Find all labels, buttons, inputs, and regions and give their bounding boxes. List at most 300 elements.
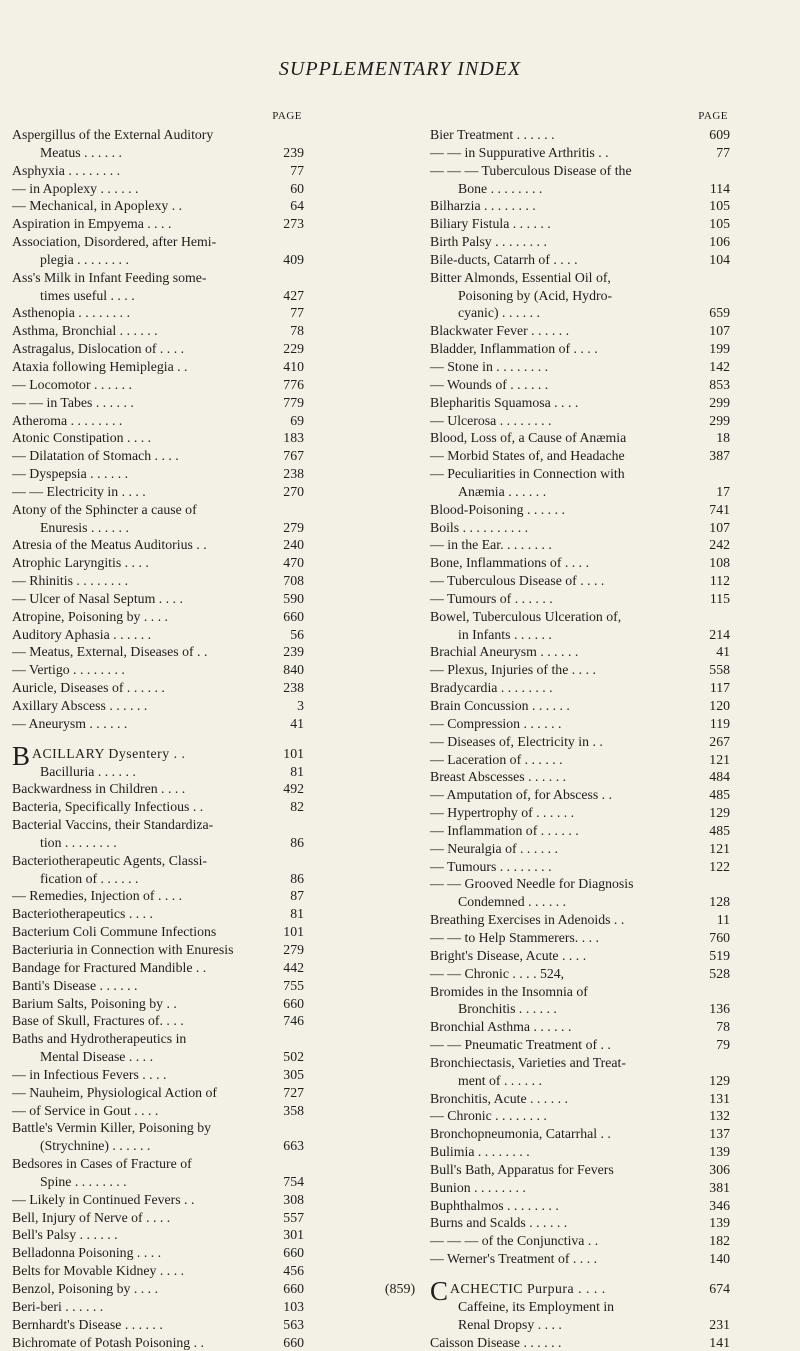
entry-page: 840	[283, 662, 304, 678]
page-header: SUPPLEMENTARY INDEX	[278, 58, 522, 80]
entry-page: 558	[709, 662, 730, 678]
entry-page: 121	[709, 751, 730, 767]
index-entry	[430, 358, 730, 376]
entry-page: 779	[283, 394, 304, 410]
entry-page: 131	[709, 1090, 730, 1106]
entry-term: — Inflammation of . . . . . .	[430, 822, 579, 838]
entry-term: Bright's Disease, Acute . . . .	[430, 947, 587, 963]
entry-page: 117	[709, 680, 730, 696]
entry-page: 746	[283, 1013, 304, 1029]
entry-term: — in Infectious Fevers . . . .	[12, 1066, 167, 1082]
entry-term: — Nauheim, Physiological Action of	[12, 1084, 218, 1100]
entry-term: — Chronic . . . . . . . .	[430, 1108, 547, 1124]
index-entry	[12, 554, 304, 572]
entry-term: Axillary Abscess . . . . . .	[12, 698, 148, 713]
entry-term: Enuresis . . . . . .	[40, 519, 129, 535]
index-entry	[430, 965, 730, 983]
index-entry	[430, 376, 730, 394]
entry-page: 279	[283, 941, 304, 957]
index-entry	[430, 197, 730, 215]
entry-term: Brachial Aneurysm . . . . . .	[430, 644, 579, 660]
entry-term: Aspergillus of the External Auditory	[12, 127, 214, 142]
entry-term: Asphyxia . . . . . . . .	[12, 162, 121, 178]
entry-page: 137	[709, 1126, 730, 1142]
index-entry	[12, 1298, 304, 1316]
index-entry	[12, 905, 304, 923]
entry-page: 660	[283, 995, 304, 1011]
entry-page: 279	[283, 519, 304, 535]
index-entry	[430, 180, 730, 198]
entry-page: 299	[709, 412, 730, 428]
index-entry	[430, 715, 730, 733]
entry-term: — Laceration of . . . . . .	[430, 751, 563, 767]
entry-page: 136	[709, 1001, 730, 1017]
entry-term: Benzol, Poisoning by . . . .	[12, 1281, 159, 1296]
entry-page: 139	[709, 1215, 730, 1231]
index-entry	[12, 661, 304, 679]
index-entry	[12, 1137, 304, 1155]
index-entry	[12, 1066, 304, 1084]
entry-page: 182	[709, 1233, 730, 1249]
entry-term: Blood, Loss of, a Cause of Anæmia	[430, 430, 627, 446]
section-gap	[12, 733, 304, 745]
entry-page: 760	[709, 929, 730, 945]
entry-page: 79	[716, 1037, 730, 1053]
entry-term: ACHECTIC Purpura . . . .	[450, 1281, 606, 1296]
entry-term: — — Grooved Needle for Diagnosis	[430, 876, 634, 892]
entry-term: Bronchiectasis, Varieties and Treat-	[430, 1054, 626, 1070]
index-entry	[12, 626, 304, 644]
entry-term: — Ulcer of Nasal Septum . . . .	[12, 590, 183, 606]
index-entry	[430, 287, 730, 305]
entry-page: 114	[709, 180, 730, 196]
entry-page: 129	[709, 1072, 730, 1088]
entry-page: 87	[290, 888, 304, 904]
entry-page: 663	[283, 1138, 304, 1154]
entry-page: 270	[283, 483, 304, 499]
entry-page: 755	[283, 977, 304, 993]
entry-page: 660	[283, 608, 304, 624]
index-entry	[12, 251, 304, 269]
entry-page: 11	[716, 912, 730, 928]
entry-page: 105	[709, 216, 730, 232]
entry-term: Burns and Scalds . . . . . .	[430, 1215, 568, 1231]
entry-page: 273	[283, 216, 304, 232]
index-entry	[12, 376, 304, 394]
entry-term: Bacterial Vaccins, their Standardiza-	[12, 817, 214, 833]
entry-term: Bilharzia . . . . . . . .	[430, 198, 536, 214]
entry-term: Bowel, Tuberculous Ulceration of,	[430, 608, 622, 624]
entry-term: Poisoning by (Acid, Hydro-	[458, 287, 613, 303]
entry-term: Bacteriuria in Connection with Enuresis	[12, 941, 234, 957]
entry-term: — — — of the Conjunctiva . .	[430, 1233, 599, 1249]
entry-term: Bile-ducts, Catarrh of . . . .	[430, 251, 578, 267]
index-entry	[12, 483, 304, 501]
entry-page: 238	[283, 466, 304, 482]
entry-page: 78	[716, 1019, 730, 1035]
index-entry	[430, 465, 730, 483]
entry-page: 485	[709, 822, 730, 838]
entry-term: — Compression . . . . . .	[430, 715, 562, 731]
entry-page: 120	[709, 698, 730, 713]
entry-page: 17	[716, 483, 730, 499]
entry-page: 387	[709, 448, 730, 464]
index-entry	[430, 983, 730, 1001]
entry-page: 78	[290, 323, 304, 339]
entry-page: 346	[709, 1197, 730, 1213]
index-entry	[430, 1107, 730, 1125]
entry-term: — Werner's Treatment of . . . .	[430, 1251, 598, 1267]
index-entry	[430, 126, 730, 144]
section-gap	[430, 1268, 730, 1280]
entry-page: 121	[709, 840, 730, 856]
entry-page: 563	[283, 1316, 304, 1332]
index-entry	[12, 429, 304, 447]
entry-term: in Infants . . . . . .	[458, 626, 552, 642]
index-entry	[430, 554, 730, 572]
index-entry	[12, 977, 304, 995]
entry-page: 82	[290, 799, 304, 815]
entry-page: 305	[283, 1066, 304, 1082]
entry-term: fication of . . . . . .	[40, 870, 139, 886]
entry-page: 81	[290, 906, 304, 922]
entry-term: Breathing Exercises in Adenoids . .	[430, 912, 625, 928]
entry-term: Bier Treatment . . . . . .	[430, 127, 555, 142]
entry-page: 122	[709, 858, 730, 874]
entry-term: plegia . . . . . . . .	[40, 251, 129, 267]
index-entry	[430, 822, 730, 840]
index-entry	[12, 1262, 304, 1280]
entry-term: Barium Salts, Poisoning by . .	[12, 995, 177, 1011]
entry-page: 106	[709, 234, 730, 250]
entry-page: 69	[290, 412, 304, 428]
entry-page: 301	[283, 1227, 304, 1243]
entry-term: — — Electricity in . . . .	[12, 483, 146, 499]
index-entry	[12, 1244, 304, 1262]
entry-term: Breast Abscesses . . . . . .	[430, 769, 567, 785]
entry-term: Bradycardia . . . . . . . .	[430, 680, 553, 696]
entry-page: 442	[283, 959, 304, 975]
entry-page: 115	[709, 590, 730, 606]
index-entry	[430, 786, 730, 804]
entry-term: Boils . . . . . . . . . .	[430, 519, 529, 535]
entry-page: 129	[709, 805, 730, 821]
index-entry	[430, 911, 730, 929]
entry-page: 132	[709, 1108, 730, 1124]
entry-term: Ass's Milk in Infant Feeding some-	[12, 269, 207, 285]
entry-term: — Meatus, External, Diseases of . .	[12, 644, 208, 660]
entry-page: 409	[283, 251, 304, 267]
entry-page: 3	[297, 698, 304, 713]
entry-term: Banti's Disease . . . . . .	[12, 977, 138, 993]
entry-term: Bronchial Asthma . . . . . .	[430, 1019, 572, 1035]
entry-page: 104	[709, 251, 730, 267]
entry-page: 86	[290, 834, 304, 850]
index-entry	[430, 501, 730, 519]
entry-term: Bacteriotherapeutic Agents, Classi-	[12, 852, 208, 868]
entry-term: — — Chronic . . . . 524,	[430, 965, 565, 981]
index-entry	[12, 1048, 304, 1066]
index-entry	[12, 697, 304, 715]
entry-term: — Tumours of . . . . . .	[430, 590, 553, 606]
entry-term: ACILLARY Dysentery . .	[32, 745, 186, 761]
entry-term: Base of Skull, Fractures of. . . .	[12, 1013, 184, 1029]
entry-page: 660	[283, 1281, 304, 1296]
index-entry	[12, 322, 304, 340]
entry-page: 199	[709, 341, 730, 357]
entry-page: 139	[709, 1144, 730, 1160]
entry-term: Spine . . . . . . . .	[40, 1173, 127, 1189]
page-column-label: PAGE	[272, 110, 302, 122]
entry-term: — Tuberculous Disease of . . . .	[430, 573, 605, 589]
entry-term: Birth Palsy . . . . . . . .	[430, 234, 547, 250]
entry-term: Bell's Palsy . . . . . .	[12, 1227, 118, 1243]
index-entry	[430, 322, 730, 340]
entry-term: Aspiration in Empyema . . . .	[12, 216, 172, 232]
entry-term: — Amputation of, for Abscess . .	[430, 787, 613, 803]
section-initial: C	[430, 1276, 449, 1306]
entry-term: Condemned . . . . . .	[458, 894, 567, 910]
entry-page: 64	[290, 198, 304, 214]
index-entry	[12, 287, 304, 305]
entry-term: — — in Tabes . . . . . .	[12, 394, 134, 410]
entry-page: 112	[709, 573, 730, 589]
index-entry	[12, 834, 304, 852]
index-entry	[12, 269, 304, 287]
entry-term: — — in Suppurative Arthritis . .	[430, 144, 609, 160]
entry-term: Atropine, Poisoning by . . . .	[12, 608, 168, 624]
entry-term: — in the Ear. . . . . . . .	[430, 537, 552, 553]
index-entry	[430, 572, 730, 590]
entry-term: Atrophic Laryngitis . . . .	[12, 555, 149, 571]
entry-term: Bone . . . . . . . .	[458, 180, 543, 196]
entry-page: 660	[283, 1245, 304, 1261]
entry-term: Bladder, Inflammation of . . . .	[430, 341, 598, 357]
entry-page: 77	[290, 305, 304, 321]
entry-term: Buphthalmos . . . . . . . .	[430, 1197, 559, 1213]
index-entry	[12, 144, 304, 162]
entry-term: Bedsores in Cases of Fracture of	[12, 1156, 192, 1172]
entry-page: 128	[709, 894, 730, 910]
entry-page: 119	[709, 715, 730, 731]
entry-term: — — Pneumatic Treatment of . .	[430, 1037, 611, 1053]
index-entry	[12, 304, 304, 322]
entry-term: Baths and Hydrotherapeutics in	[12, 1031, 187, 1047]
entry-term: Caisson Disease . . . . . .	[430, 1334, 562, 1350]
index-entry	[12, 358, 304, 376]
index-entry	[12, 1316, 304, 1334]
entry-term: Bromides in the Insomnia of	[430, 983, 588, 999]
entry-term: Bunion . . . . . . . .	[430, 1179, 526, 1195]
entry-page: 103	[283, 1298, 304, 1314]
entry-page: 56	[290, 626, 304, 642]
entry-page: 660	[283, 1334, 304, 1350]
entry-page: 18	[716, 430, 730, 446]
entry-page: 853	[709, 376, 730, 392]
index-entry	[430, 1143, 730, 1161]
index-entry	[12, 715, 304, 733]
index-entry	[12, 1102, 304, 1120]
index-entry	[12, 870, 304, 888]
index-entry	[430, 893, 730, 911]
entry-term: — in Apoplexy . . . . . .	[12, 180, 139, 196]
index-entry	[430, 643, 730, 661]
entry-term: — Vertigo . . . . . . . .	[12, 662, 125, 678]
index-entry	[430, 1334, 730, 1351]
entry-page: 609	[709, 127, 730, 142]
entry-term: Bronchopneumonia, Catarrhal . .	[430, 1126, 611, 1142]
index-entry	[12, 590, 304, 608]
entry-term: Brain Concussion . . . . . .	[430, 698, 570, 713]
index-entry	[12, 1173, 304, 1191]
entry-term: Belladonna Poisoning . . . .	[12, 1245, 162, 1261]
index-entry	[12, 572, 304, 590]
index-entry	[430, 1179, 730, 1197]
entry-page: 727	[283, 1084, 304, 1100]
index-entry	[430, 1250, 730, 1268]
entry-term: cyanic) . . . . . .	[458, 305, 540, 321]
index-entry	[12, 1119, 304, 1137]
entry-page: 456	[283, 1263, 304, 1279]
entry-page: 86	[290, 870, 304, 886]
index-entry	[430, 429, 730, 447]
entry-term: — Stone in . . . . . . . .	[430, 358, 549, 374]
index-entry	[430, 840, 730, 858]
index-entry	[430, 215, 730, 233]
index-entry	[12, 679, 304, 697]
index-entry	[430, 1090, 730, 1108]
page-number: (859)	[384, 1282, 416, 1297]
entry-page: 674	[709, 1281, 730, 1296]
index-entry	[12, 536, 304, 554]
entry-term: — Likely in Continued Fevers . .	[12, 1191, 195, 1207]
entry-page: 142	[709, 358, 730, 374]
entry-term: — Aneurysm . . . . . .	[12, 715, 128, 731]
entry-term: Bone, Inflammations of . . . .	[430, 555, 590, 571]
entry-page: 107	[709, 519, 730, 535]
index-entry	[12, 394, 304, 412]
entry-term: Astragalus, Dislocation of . . . .	[12, 341, 185, 357]
index-entry	[12, 1030, 304, 1048]
entry-term: Renal Dropsy . . . .	[458, 1316, 562, 1332]
index-entry	[430, 733, 730, 751]
index-entry	[12, 852, 304, 870]
entry-term: times useful . . . .	[40, 287, 135, 303]
index-entry	[12, 1209, 304, 1227]
entry-term: Bichromate of Potash Poisoning . .	[12, 1334, 204, 1350]
entry-term: ment of . . . . . .	[458, 1072, 542, 1088]
index-entry	[430, 233, 730, 251]
entry-term: — — — Tuberculous Disease of the	[430, 162, 632, 178]
entry-page: 239	[283, 644, 304, 660]
index-entry	[430, 519, 730, 537]
index-entry	[12, 180, 304, 198]
index-entry	[430, 804, 730, 822]
entry-term: Blepharitis Squamosa . . . .	[430, 394, 579, 410]
entry-term: — Morbid States of, and Headache	[430, 448, 625, 464]
index-entry	[430, 626, 730, 644]
entry-term: Bacilluria . . . . . .	[40, 763, 136, 779]
index-entry	[430, 661, 730, 679]
index-entry	[430, 483, 730, 501]
entry-term: tion . . . . . . . .	[40, 834, 117, 850]
index-entry	[430, 1000, 730, 1018]
entry-term: Auditory Aphasia . . . . . .	[12, 626, 152, 642]
index-entry	[430, 1125, 730, 1143]
index-entry	[12, 501, 304, 519]
entry-page: 101	[283, 745, 304, 761]
entry-page: 240	[283, 537, 304, 553]
entry-term: — Ulcerosa . . . . . . . .	[430, 412, 552, 428]
index-entry	[430, 875, 730, 893]
index-entry	[12, 1012, 304, 1030]
index-entry	[12, 1334, 304, 1351]
index-entry	[430, 1298, 730, 1316]
index-entry	[430, 536, 730, 554]
index-entry	[430, 1197, 730, 1215]
index-entry	[12, 340, 304, 358]
entry-page: 238	[283, 680, 304, 696]
index-entry	[430, 1036, 730, 1054]
entry-page: 77	[716, 144, 730, 160]
entry-term: — Locomotor . . . . . .	[12, 376, 132, 392]
entry-page: 108	[709, 555, 730, 571]
index-entry	[430, 144, 730, 162]
index-entry	[12, 233, 304, 251]
index-entry	[12, 519, 304, 537]
index-entry	[12, 923, 304, 941]
entry-page: 485	[709, 787, 730, 803]
entry-term: Mental Disease . . . .	[40, 1049, 154, 1065]
entry-term: Belts for Movable Kidney . . . .	[12, 1263, 185, 1279]
entry-page: 231	[709, 1316, 730, 1332]
entry-page: 741	[709, 501, 730, 517]
entry-term: — Rhinitis . . . . . . . .	[12, 573, 129, 589]
entry-term: Auricle, Diseases of . . . . . .	[12, 680, 165, 696]
entry-term: Bronchitis, Acute . . . . . .	[430, 1090, 568, 1106]
page-column-label: PAGE	[698, 110, 728, 122]
index-entry	[430, 1232, 730, 1250]
entry-page: 60	[290, 180, 304, 196]
entry-term: Bitter Almonds, Essential Oil of,	[430, 269, 611, 285]
entry-page: 267	[709, 733, 730, 749]
entry-term: Anæmia . . . . . .	[458, 483, 547, 499]
entry-page: 754	[283, 1173, 304, 1189]
entry-term: Bacteria, Specifically Infectious . .	[12, 799, 204, 815]
entry-term: — — to Help Stammerers. . . .	[430, 929, 599, 945]
index-entry	[430, 1054, 730, 1072]
entry-term: Battle's Vermin Killer, Poisoning by	[12, 1120, 212, 1136]
index-entry	[430, 394, 730, 412]
index-entry	[430, 679, 730, 697]
index-entry	[430, 269, 730, 287]
index-entry	[12, 215, 304, 233]
entry-term: Blackwater Fever . . . . . .	[430, 323, 570, 339]
index-entry	[12, 763, 304, 781]
index-entry	[430, 768, 730, 786]
index-entry	[430, 751, 730, 769]
index-entry	[12, 608, 304, 626]
entry-page: 41	[290, 715, 304, 731]
entry-page: 105	[709, 198, 730, 214]
entries-right	[430, 126, 730, 1351]
entry-page: 484	[709, 769, 730, 785]
index-entry	[430, 947, 730, 965]
entry-term: Bandage for Fractured Mandible . .	[12, 959, 207, 975]
entry-page: 229	[283, 341, 304, 357]
index-column-left	[12, 110, 304, 1351]
entry-term: — Wounds of . . . . . .	[430, 376, 549, 392]
